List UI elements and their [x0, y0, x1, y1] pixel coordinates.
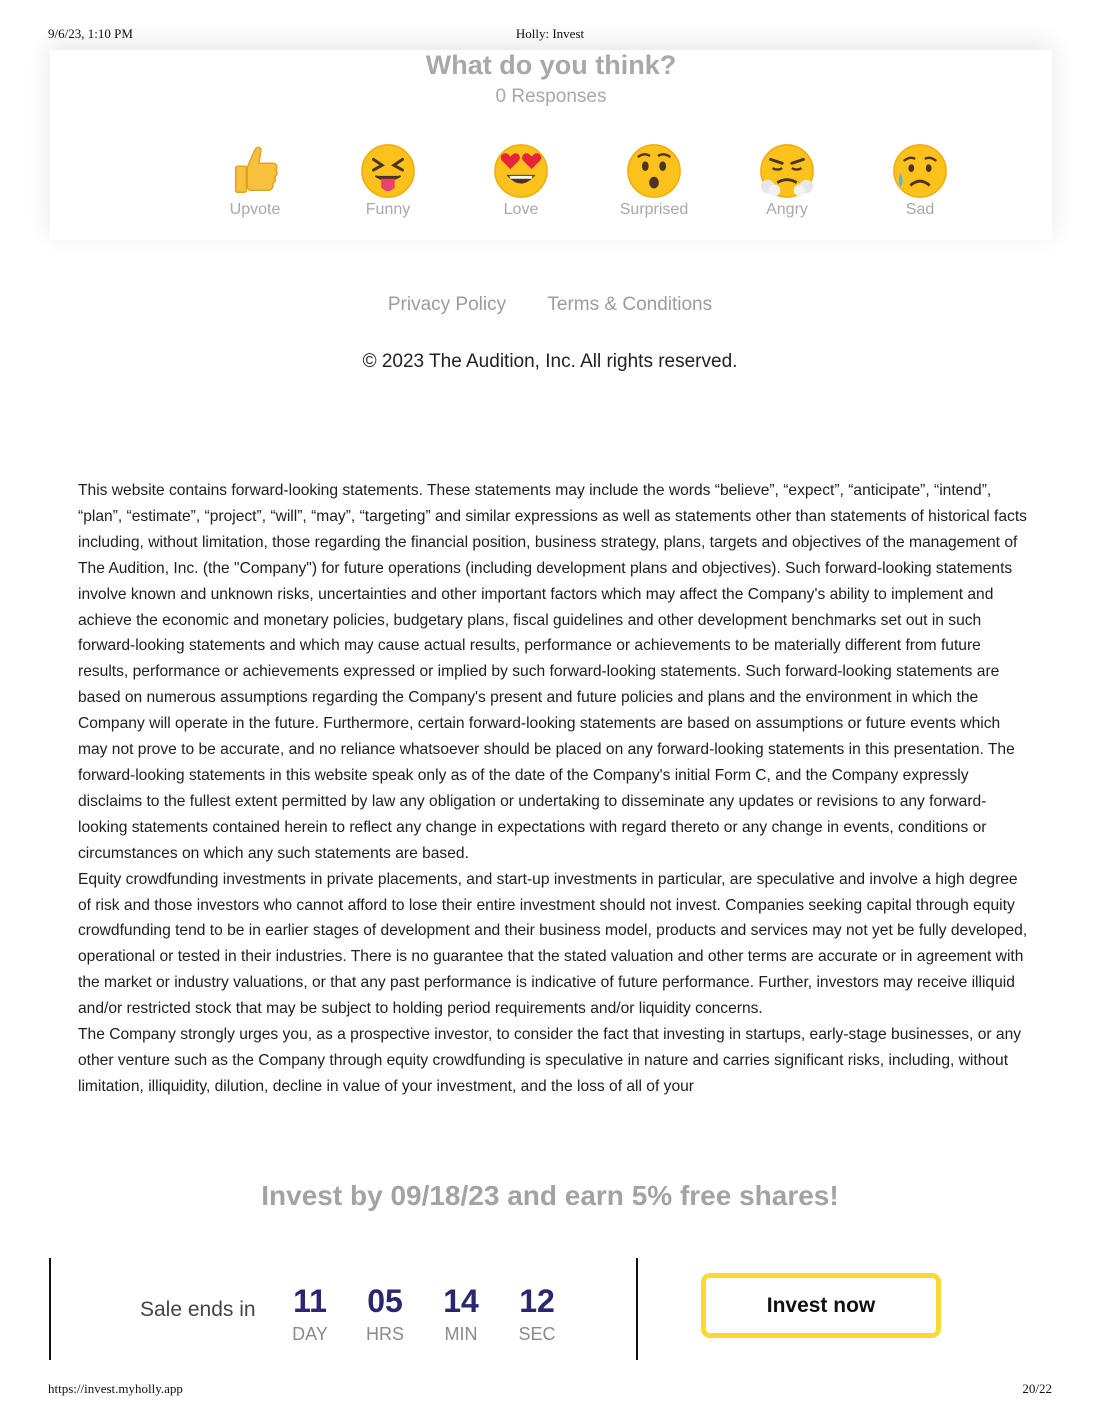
countdown-days — [280, 1284, 340, 1345]
sale-ends-label: Sale ends in — [140, 1298, 256, 1321]
privacy-policy-link[interactable]: Privacy Policy — [387, 294, 507, 315]
divider-right — [636, 1258, 638, 1360]
disclaimer-investor-warning: The Company strongly urges you, as a prospective investor, to consider the fact that investing in startups, early-stage businesses, or any other venture such as the Company through equity crowdfunding is speculative in nature and carries significant risks, including, without limitation, illiquidity, dilution, decline in value of your investment, and the loss of all of your — [78, 1026, 1022, 1095]
reaction-funny[interactable] — [333, 142, 443, 222]
sticky-invest-bar — [0, 1150, 1100, 1380]
print-footer — [48, 1381, 1052, 1399]
countdown-minutes — [431, 1284, 491, 1345]
thumbs-up-icon — [226, 142, 284, 200]
tongue-out-emoji-icon — [359, 142, 417, 200]
print-datetime: 9/6/23, 1:10 PM — [48, 26, 133, 41]
promo-headline: Invest by 09/18/23 and earn 5% free shares! — [261, 1180, 839, 1211]
reactions-title: What do you think? — [425, 50, 677, 80]
terms-conditions-link[interactable]: Terms & Conditions — [547, 294, 713, 315]
countdown-value: 05 — [367, 1283, 403, 1319]
print-url: https://invest.myholly.app — [48, 1381, 183, 1396]
reaction-label: Surprised — [619, 201, 689, 218]
reactions-panel — [50, 50, 1052, 240]
countdown-hours — [355, 1284, 415, 1345]
angry-emoji-icon — [758, 142, 816, 200]
countdown-value: 11 — [293, 1283, 327, 1319]
surprised-emoji-icon — [625, 142, 683, 200]
legal-disclaimer — [78, 478, 1028, 1100]
reactions-row — [200, 142, 975, 222]
reaction-label: Sad — [905, 201, 935, 218]
print-header — [48, 26, 1052, 44]
reaction-label: Angry — [766, 201, 808, 218]
countdown-unit: SEC — [518, 1324, 556, 1344]
countdown-unit: DAY — [292, 1324, 328, 1344]
invest-now-button[interactable]: Invest now — [701, 1273, 941, 1338]
disclaimer-forward-looking: This website contains forward-looking statements. These statements may include the words “believe”, “expect”, “anticipate”, “intend”, “plan”, “estimate”, “project”, “will”, “may”, “targeting” and similar expressions as well as statements other than statements of historical facts including, without limitation, those regarding the financial position, business strategy, plans, targets and objectives of the management of The Audition, Inc. (the "Company") for future operations (including development plans and objectives). Such forward-looking statements involve known and unknown risks, uncertainties and other important factors which may affect the Company's ability to implement and achieve the economic and monetary policies, budgetary plans, fiscal guidelines and other development benchmarks set out in such forward-looking statements and which may cause actual results, performance or achievements to be materially different from future results, performance or achievements expressed or implied by such forward-looking statements. Such forward-looking statements are based on numerous assumptions regarding the Company's present and future policies and plans and the environment in which the Company will operate in the future. Furthermore, certain forward-looking statements are based on assumptions or future events which may not prove to be accurate, and no reliance whatsoever should be placed on any forward-looking statements in this presentation. The forward-looking statements in this website speak only as of the date of the Company's initial Form C, and the Company expressly disclaims to the fullest extent permitted by law any obligation or undertaking to disseminate any updates or revisions to any forward-looking statements contained herein to reflect any change in expectations with regard thereto or any change in events, conditions or circumstances on which any such statements are based. — [78, 482, 1027, 862]
reaction-label: Upvote — [229, 201, 281, 218]
reaction-angry[interactable] — [732, 142, 842, 222]
reaction-label: Love — [503, 201, 539, 218]
reaction-surprised[interactable] — [599, 142, 709, 222]
countdown-unit: MIN — [444, 1324, 478, 1344]
countdown-value: 12 — [519, 1283, 555, 1319]
footer-links — [0, 294, 1100, 316]
copyright-text: © 2023 The Audition, Inc. All rights reserved. — [362, 351, 738, 372]
reaction-upvote[interactable] — [200, 142, 310, 222]
heart-eyes-emoji-icon — [492, 142, 550, 200]
countdown-value: 14 — [443, 1283, 479, 1319]
print-page-title: Holly: Invest — [515, 26, 585, 41]
reactions-count: 0 Responses — [495, 86, 607, 107]
sad-emoji-icon — [891, 142, 949, 200]
reaction-love[interactable] — [466, 142, 576, 222]
countdown-unit: HRS — [365, 1324, 404, 1344]
disclaimer-risk: Equity crowdfunding investments in private placements, and start-up investments in particular, are speculative and involve a high degree of risk and those investors who cannot afford to lose their entire investment should not invest. Companies seeking capital through equity crowdfunding tend to be in earlier stages of development and their business model, products and services may not yet be fully developed, operational or tested in their industries. There is no guarantee that the stated valuation and other terms are accurate or in agreement with the market or industry valuations, or that any past performance is indicative of future performance. Further, investors may receive illiquid and/or restricted stock that may be subject to holding period requirements and/or liquidity concerns. — [78, 870, 1028, 1018]
divider-left — [49, 1258, 51, 1360]
reaction-sad[interactable] — [865, 142, 975, 222]
reaction-label: Funny — [365, 201, 411, 218]
countdown-seconds — [507, 1284, 567, 1345]
print-page-number: 20/22 — [1022, 1381, 1052, 1396]
